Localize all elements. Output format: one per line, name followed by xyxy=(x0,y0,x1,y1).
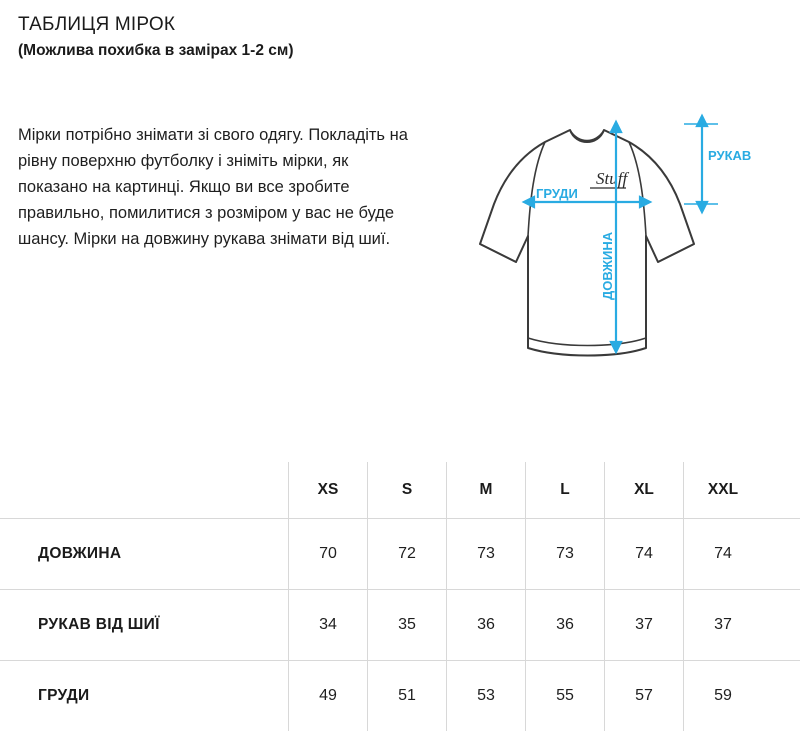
table-header-xs: XS xyxy=(289,462,368,518)
page-subtitle: (Можлива похибка в замірах 1-2 см) xyxy=(18,42,294,59)
table-header-l: L xyxy=(526,462,605,518)
tshirt-illustration xyxy=(450,100,780,380)
table-row xyxy=(0,518,800,589)
cell-sleeve-m: 36 xyxy=(447,589,526,660)
table-row xyxy=(0,589,800,660)
cell-sleeve-xs: 34 xyxy=(289,589,368,660)
table-header-row xyxy=(0,462,800,518)
table-header-s: S xyxy=(368,462,447,518)
table-header-xxl: XXL xyxy=(684,462,763,518)
table-corner-cell xyxy=(0,462,289,518)
table-header-xl: XL xyxy=(605,462,684,518)
intro-paragraph: Мірки потрібно знімати зі свого одягу. Покладіть на рівну поверхню футболку і зніміть мірки, як показано на картинці. Якщо ви все зробите правильно, помилитися з розміром у вас не буде шансу. Мірки на довжину рукава знімати від шиї. xyxy=(18,126,408,248)
header xyxy=(18,14,538,60)
cell-chest-l: 55 xyxy=(526,660,605,731)
cell-chest-s: 51 xyxy=(368,660,447,731)
page-title: ТАБЛИЦЯ МІРОК xyxy=(18,14,176,35)
cell-chest-xs: 49 xyxy=(289,660,368,731)
cell-length-xs: 70 xyxy=(289,518,368,589)
cell-length-xl: 74 xyxy=(605,518,684,589)
length-label: ДОВЖИНА xyxy=(600,231,615,300)
brand-label: Stuff xyxy=(596,169,628,188)
cell-sleeve-l: 36 xyxy=(526,589,605,660)
cell-length-xxl: 74 xyxy=(684,518,763,589)
cell-length-m: 73 xyxy=(447,518,526,589)
size-table xyxy=(0,462,800,731)
cell-chest-xxl: 59 xyxy=(684,660,763,731)
sleeve-label: РУКАВ xyxy=(708,148,752,163)
cell-length-s: 72 xyxy=(368,518,447,589)
cell-sleeve-xxl: 37 xyxy=(684,589,763,660)
cell-chest-m: 53 xyxy=(447,660,526,731)
cell-sleeve-s: 35 xyxy=(368,589,447,660)
row-label-length: ДОВЖИНА xyxy=(0,518,289,589)
chest-label: ГРУДИ xyxy=(536,186,578,201)
row-label-sleeve: РУКАВ ВІД ШИЇ xyxy=(0,589,289,660)
cell-sleeve-xl: 37 xyxy=(605,589,684,660)
cell-chest-xl: 57 xyxy=(605,660,684,731)
row-label-chest: ГРУДИ xyxy=(0,660,289,731)
table-row xyxy=(0,660,800,731)
cell-length-l: 73 xyxy=(526,518,605,589)
table-header-m: M xyxy=(447,462,526,518)
